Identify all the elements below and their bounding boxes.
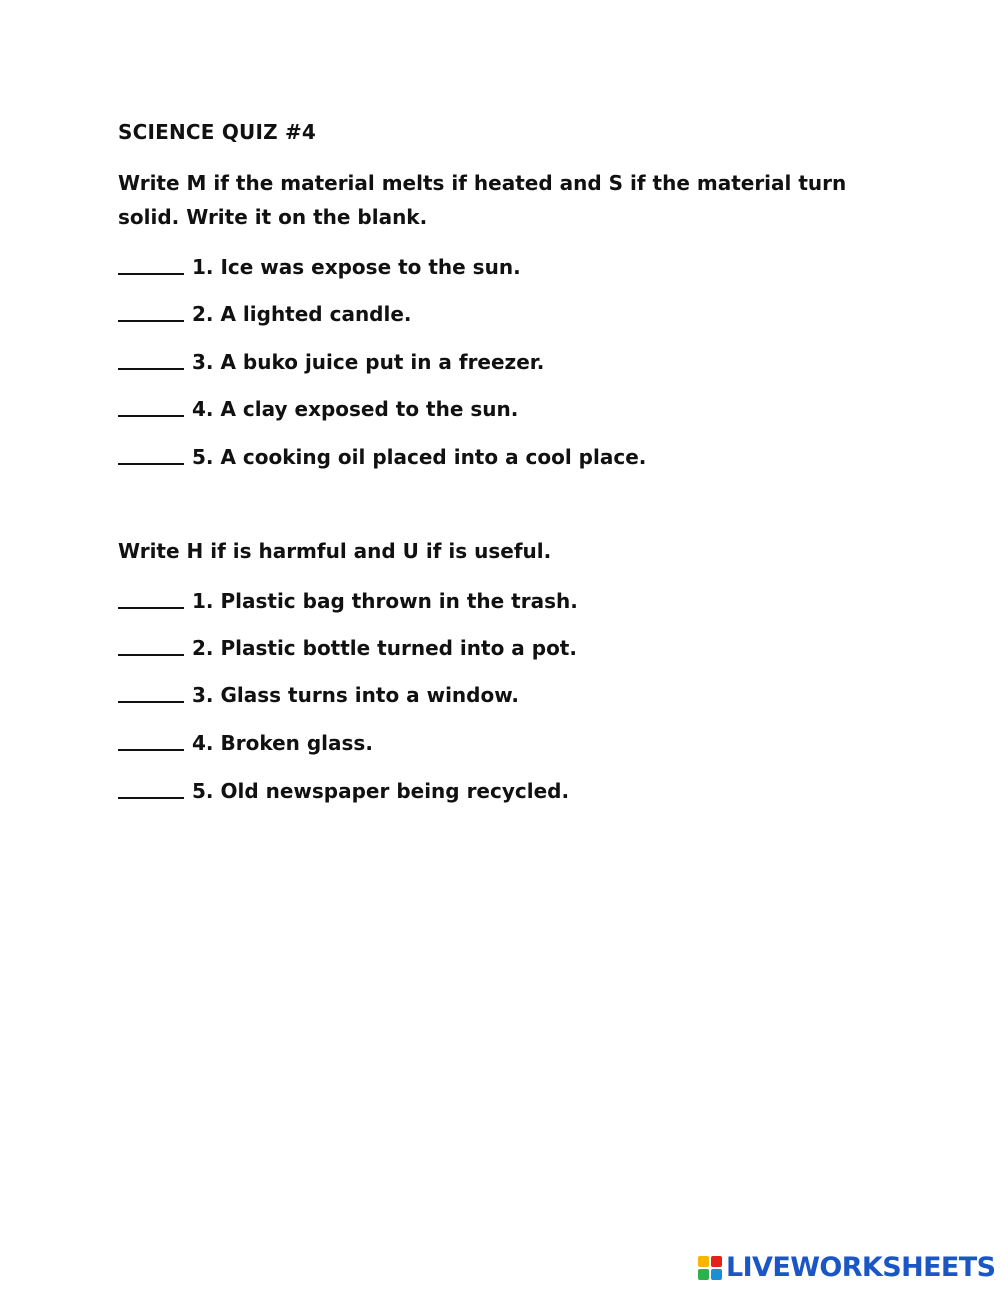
question-item: [118, 633, 577, 662]
question-text: 3. A buko juice put in a freezer.: [192, 350, 545, 374]
question-item: [118, 252, 521, 281]
question-text: 3. Glass turns into a window.: [192, 683, 520, 707]
question-text: 2. Plastic bottle turned into a pot.: [192, 636, 577, 660]
answer-blank[interactable]: [118, 681, 184, 703]
answer-blank[interactable]: [118, 300, 184, 322]
question-text: 2. A lighted candle.: [192, 302, 412, 326]
question-text: 1. Plastic bag thrown in the trash.: [192, 589, 578, 613]
answer-blank[interactable]: [118, 777, 184, 799]
answer-blank[interactable]: [118, 443, 184, 465]
question-text: 4. Broken glass.: [192, 731, 373, 755]
liveworksheets-logo: [698, 1253, 995, 1283]
question-item: [118, 728, 373, 757]
question-item: [118, 776, 569, 805]
section2-instruction: Write H if is harmful and U if is useful.: [118, 539, 552, 563]
question-item: [118, 442, 646, 471]
question-item: [118, 347, 544, 376]
question-item: [118, 394, 518, 423]
answer-blank[interactable]: [118, 348, 184, 370]
logo-square: [698, 1256, 709, 1267]
answer-blank[interactable]: [118, 587, 184, 609]
answer-blank[interactable]: [118, 729, 184, 751]
question-item: [118, 586, 578, 615]
answer-blank[interactable]: [118, 634, 184, 656]
liveworksheets-logo-icon: [698, 1256, 722, 1280]
answer-blank[interactable]: [118, 253, 184, 275]
logo-square: [698, 1269, 709, 1280]
question-text: 1. Ice was expose to the sun.: [192, 255, 521, 279]
section1-instruction: Write M if the material melts if heated and S if the material turn solid. Write it on the blank.: [118, 171, 847, 229]
logo-square: [711, 1269, 722, 1280]
logo-square: [711, 1256, 722, 1267]
question-text: 5. Old newspaper being recycled.: [192, 779, 570, 803]
answer-blank[interactable]: [118, 395, 184, 417]
question-item: [118, 299, 412, 328]
page-title: SCIENCE QUIZ #4: [118, 120, 317, 144]
brand-name: LIVEWORKSHEETS: [726, 1252, 996, 1283]
question-item: [118, 680, 519, 709]
question-text: 4. A clay exposed to the sun.: [192, 397, 519, 421]
question-text: 5. A cooking oil placed into a cool place.: [192, 445, 647, 469]
